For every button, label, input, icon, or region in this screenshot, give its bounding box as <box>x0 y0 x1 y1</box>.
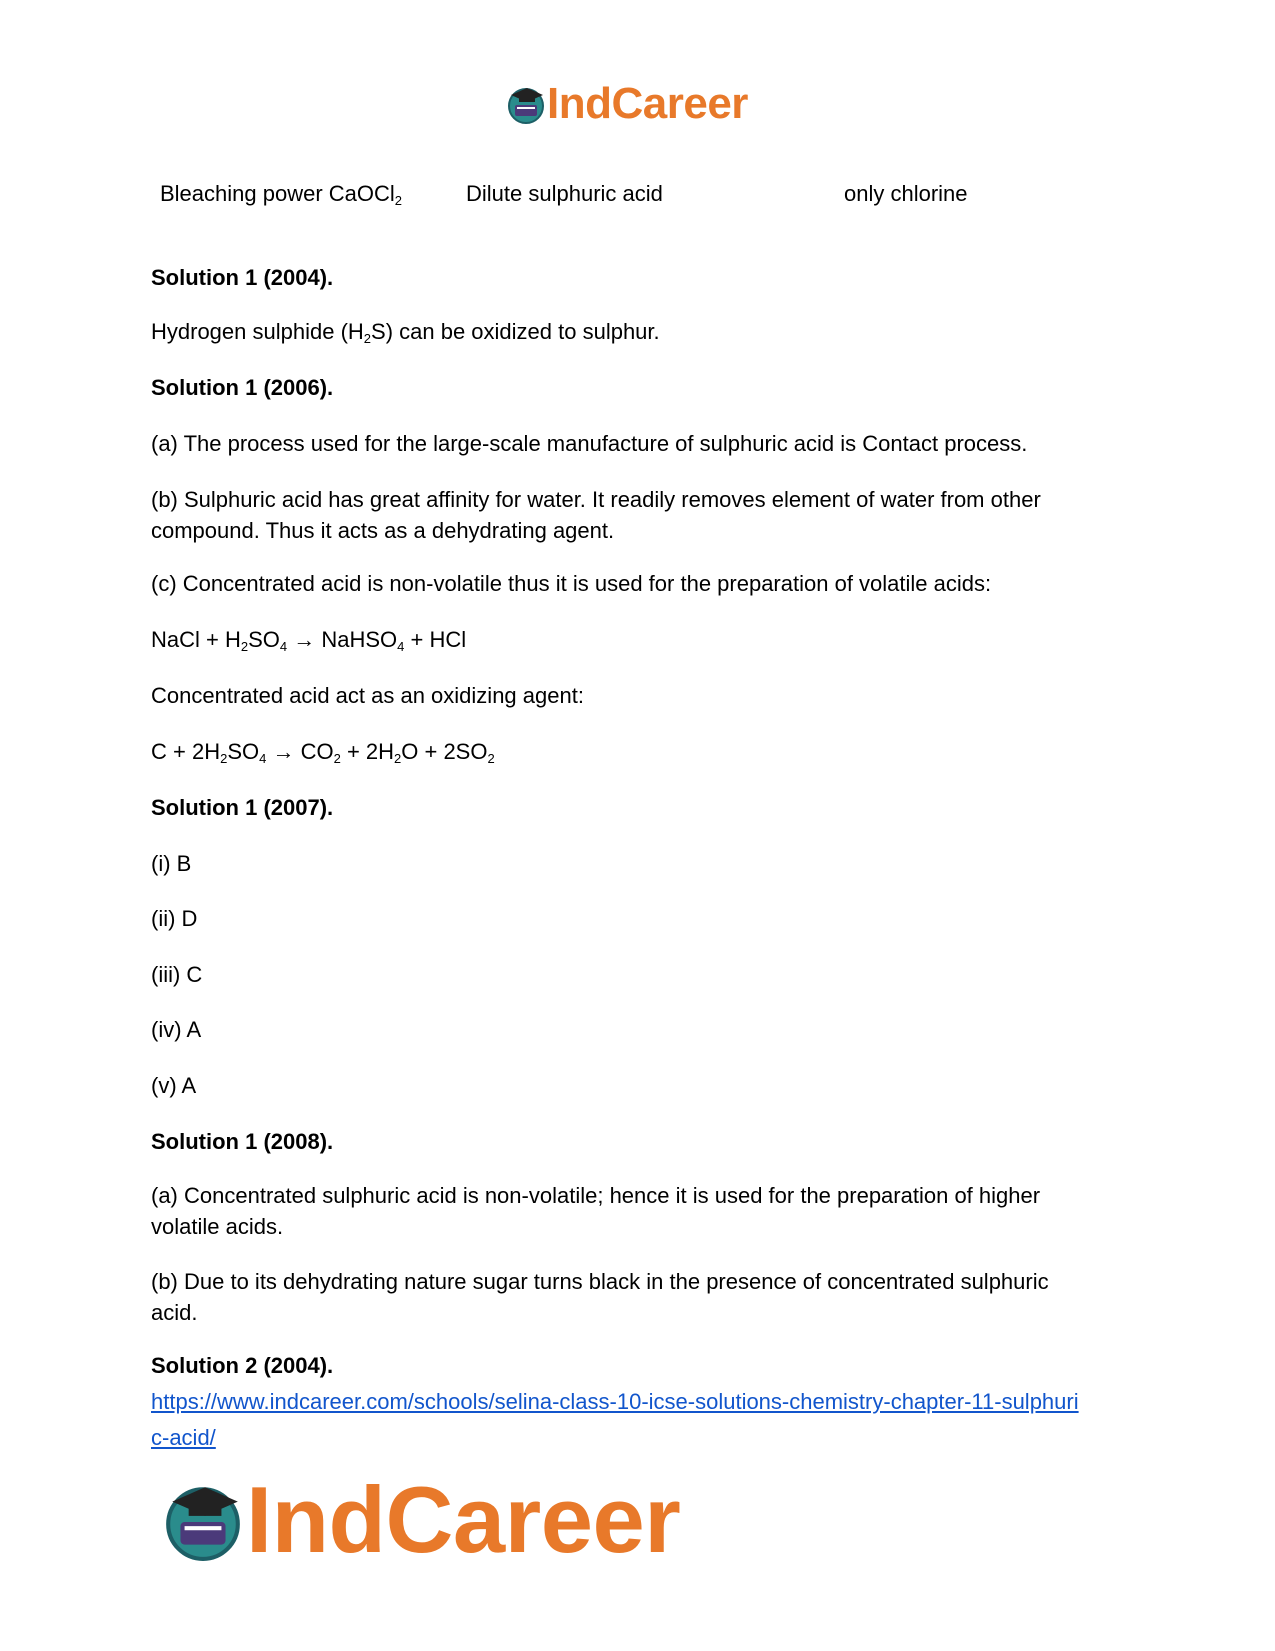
source-link[interactable] <box>151 1384 1079 1456</box>
heading-solution-1-2006: Solution 1 (2006). <box>151 375 334 400</box>
paragraph-hydrogen-sulphide: Hydrogen sulphide $(H_2S)$ can be oxidized to sulphur. <box>151 319 660 346</box>
answer-iv: (iv) A <box>151 1017 202 1042</box>
paragraph-2006-c: (c) Concentrated acid is non-volatile thus it is used for the preparation of volatile acids: <box>151 571 992 596</box>
heading-solution-2-2004: Solution 2 (2004). <box>151 1353 334 1378</box>
heading-solution-1-2008: Solution 1 (2008). <box>151 1129 334 1154</box>
globe-graduation-cap-icon <box>160 1477 246 1563</box>
table-cell-product: only chlorine <box>844 181 968 206</box>
answer-i: (i) B <box>151 851 192 876</box>
globe-graduation-cap-icon <box>505 83 547 125</box>
answer-v: (v) A <box>151 1073 197 1098</box>
paragraph-2006-a: (a) The process used for the large-scale manufacture of sulphuric acid is Contact process. <box>151 431 1028 456</box>
source-link-line-2[interactable]: c-acid/ <box>151 1425 216 1450</box>
table-cell-reagent: Bleaching power CaOCl$_2$ <box>160 181 403 208</box>
brand-wordmark: IndCareer <box>246 1467 681 1572</box>
paragraph-2008-b: (b) Due to its dehydrating nature sugar turns black in the presence of concentrated sulphuric acid. <box>151 1269 1049 1325</box>
equation-nacl: NaCl + $H_2SO_4$ → NaHSO$_4$ + HCl <box>151 627 467 654</box>
answer-iii: (iii) C <box>151 962 203 987</box>
paragraph-oxidizing-agent: Concentrated acid act as an oxidizing agent: <box>151 683 584 708</box>
table-row <box>0 180 1275 210</box>
table-cell-condition: Dilute sulphuric acid <box>466 181 663 206</box>
paragraph-2006-b: (b) Sulphuric acid has great affinity for water. It readily removes element of water from other compound. Thus it acts as a dehydrating agent. <box>151 487 1041 543</box>
paragraph-2008-a: (a) Concentrated sulphuric acid is non-volatile; hence it is used for the preparation of higher volatile acids. <box>151 1183 1041 1239</box>
brand-logo-top <box>505 80 748 128</box>
heading-solution-1-2007: Solution 1 (2007). <box>151 795 334 820</box>
brand-wordmark: IndCareer <box>547 79 748 128</box>
equation-carbon: $C + 2H_2SO_4 \to CO_2 + 2H_2O + 2SO_2$ <box>151 739 495 766</box>
answer-ii: (ii) D <box>151 906 198 931</box>
source-link-line-1[interactable]: https://www.indcareer.com/schools/selina-class-10-icse-solutions-chemistry-chapter-11-sulphuri <box>151 1389 1079 1414</box>
brand-logo-bottom <box>160 1467 681 1572</box>
heading-solution-1-2004: Solution 1 (2004). <box>151 265 334 290</box>
